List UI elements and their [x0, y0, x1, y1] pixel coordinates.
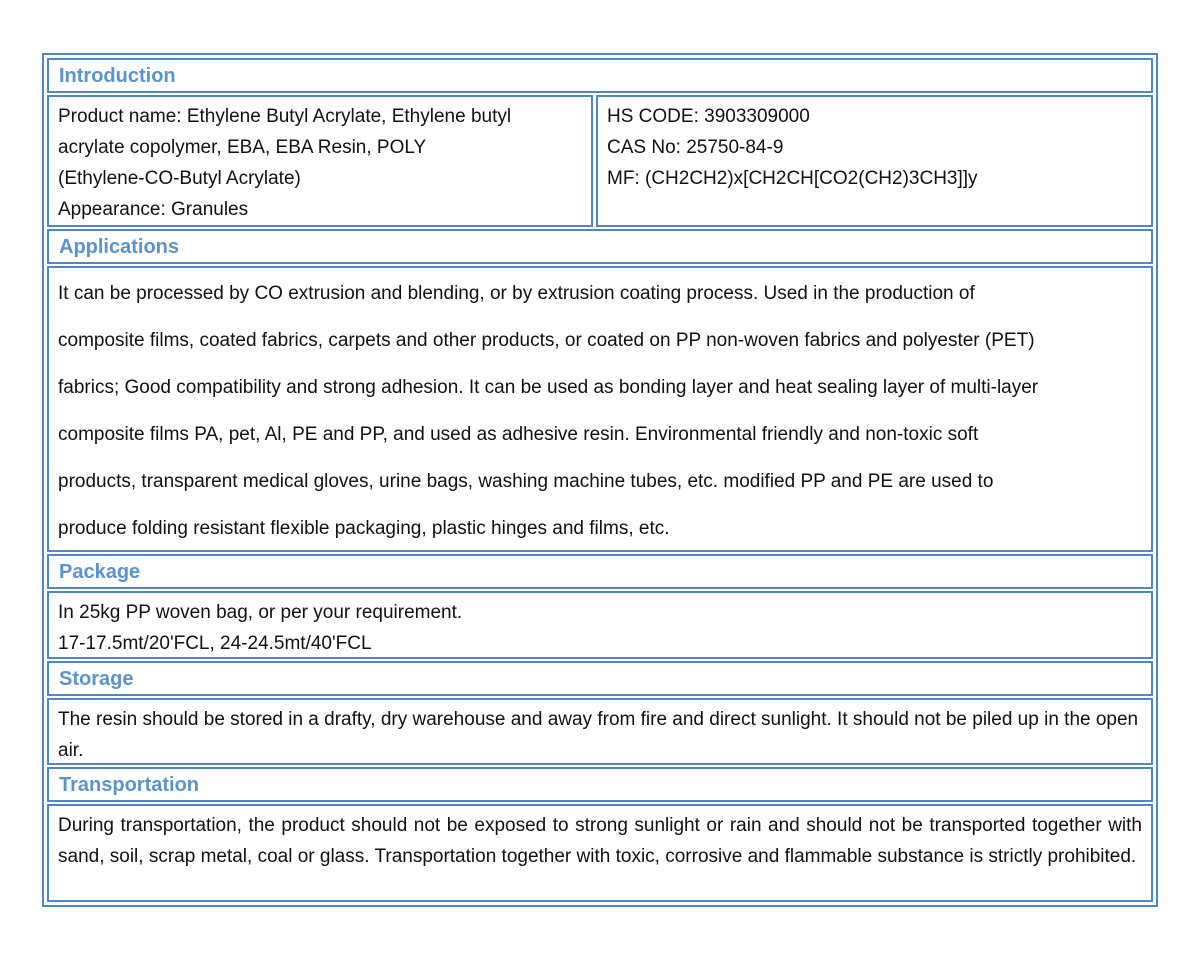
applications-line-1: It can be processed by CO extrusion and blending, or by extrusion coating process. Used in the production of	[58, 283, 975, 304]
storage-heading: Storage	[47, 661, 1153, 696]
appearance-line: Appearance: Granules	[58, 199, 249, 220]
applications-body	[47, 266, 1153, 552]
applications-line-6: produce folding resistant flexible packaging, plastic hinges and films, etc.	[58, 518, 670, 539]
package-line-2: 17-17.5mt/20'FCL, 24-24.5mt/40'FCL	[58, 633, 372, 654]
product-name-line-1: Product name: Ethylene Butyl Acrylate, Ethylene butyl	[58, 106, 512, 127]
storage-body: The resin should be stored in a drafty, dry warehouse and away from fire and direct sunlight. It should not be piled up in the open air.	[47, 698, 1153, 765]
applications-line-4: composite films PA, pet, Al, PE and PP, and used as adhesive resin. Environmental friendly and non-toxic soft	[58, 424, 979, 445]
product-codes-cell	[596, 95, 1153, 227]
applications-line-2: composite films, coated fabrics, carpets and other products, or coated on PP non-woven fabrics and polyester (PET)	[58, 330, 1035, 351]
introduction-details	[47, 95, 1153, 227]
molecular-formula-line: MF: (CH2CH2)x[CH2CH[CO2(CH2)3CH3]]y	[607, 168, 978, 189]
applications-heading: Applications	[47, 229, 1153, 264]
product-name-line-3: (Ethylene-CO-Butyl Acrylate)	[58, 168, 301, 189]
package-line-1: In 25kg PP woven bag, or per your requirement.	[58, 602, 463, 623]
transportation-heading: Transportation	[47, 767, 1153, 802]
product-info-cell	[47, 95, 593, 227]
package-body	[47, 591, 1153, 659]
applications-line-5: products, transparent medical gloves, urine bags, washing machine tubes, etc. modified PP and PE are used to	[58, 471, 994, 492]
package-heading: Package	[47, 554, 1153, 589]
cas-number-line: CAS No: 25750-84-9	[607, 137, 784, 158]
product-spec-table	[42, 53, 1158, 907]
product-name-line-2: acrylate copolymer, EBA, EBA Resin, POLY	[58, 137, 427, 158]
introduction-heading: Introduction	[47, 58, 1153, 93]
applications-line-3: fabrics; Good compatibility and strong adhesion. It can be used as bonding layer and heat sealing layer of multi-layer	[58, 377, 1039, 398]
hs-code-line: HS CODE: 3903309000	[607, 106, 810, 127]
transportation-body: During transportation, the product should not be exposed to strong sunlight or rain and should not be transported together with sand, soil, scrap metal, coal or glass. Transportation together with toxic, corrosive and flammable substance is strictly prohibited.	[47, 804, 1153, 902]
